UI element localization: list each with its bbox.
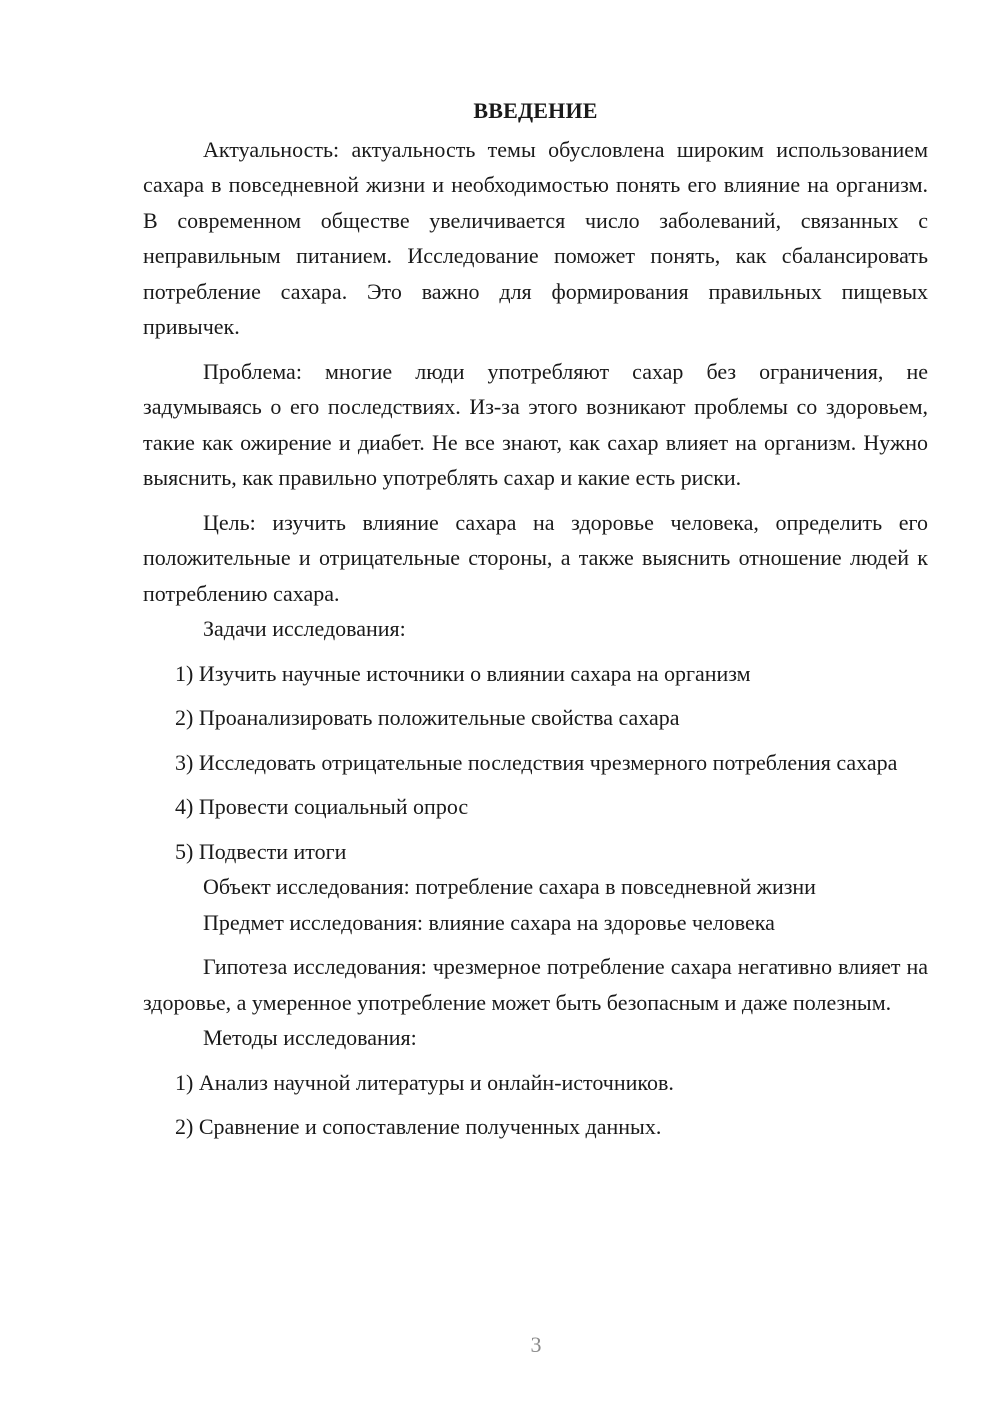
goal-paragraph: Цель: изучить влияние сахара на здоровье человека, определить его положительные и отрицательные стороны, а также выяснить отношение людей к потреблению сахара. [143, 509, 928, 606]
research-object: Объект исследования: потребление сахара в повседневной жизни [203, 874, 816, 899]
task-item: 5) Подвести итоги [175, 838, 347, 864]
method-item: 1) Анализ научной литературы и онлайн-источников. [175, 1069, 674, 1095]
task-item: 3) Исследовать отрицательные последствия чрезмерного потребления сахара [175, 749, 898, 775]
tasks-heading: Задачи исследования: [203, 616, 406, 641]
hypothesis-paragraph: Гипотеза исследования: чрезмерное потребление сахара негативно влияет на здоровье, а умеренное употребление может быть безопасным и даже полезным. [143, 954, 928, 1015]
section-title: ВВЕДЕНИЕ [473, 98, 598, 123]
research-subject: Предмет исследования: влияние сахара на здоровье человека [203, 909, 775, 935]
task-item: 2) Проанализировать положительные свойства сахара [175, 705, 680, 730]
task-item: 1) Изучить научные источники о влиянии сахара на организм [175, 660, 751, 686]
task-item: 4) Провести социальный опрос [175, 794, 469, 819]
problem-paragraph: Проблема: многие люди употребляют сахар без ограничения, не задумываясь о его последствиях. Из-за этого возникают проблемы со здоровьем, такие как ожирение и диабет. Не все знают, как сахар влияет на организм. Нужно выяснить, как правильно употреблять сахар и какие есть риски. [143, 358, 928, 490]
page-number: 3 [530, 1332, 542, 1357]
method-item: 2) Сравнение и сопоставление полученных данных. [175, 1114, 662, 1139]
page-content [143, 93, 928, 1145]
methods-heading: Методы исследования: [203, 1025, 417, 1050]
tasks-list [143, 656, 928, 870]
methods-list [143, 1065, 928, 1145]
relevance-paragraph: Актуальность: актуальность темы обусловлена широким использованием сахара в повседневной жизни и необходимостью понять его влияние на организм. В современном обществе увеличивается число заболеваний, связанных с неправильным питанием. Исследование поможет понять, как сбалансировать потребление сахара. Это важно для формирования правильных пищевых привычек. [143, 136, 928, 339]
